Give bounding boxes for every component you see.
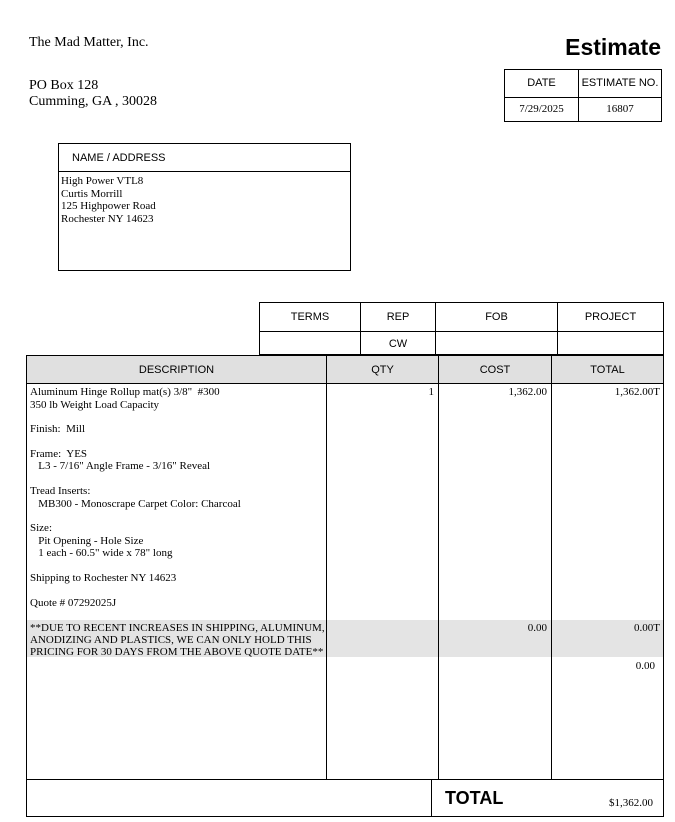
estimate-no-value: 16807 (606, 103, 634, 115)
row2-total: 0.00T (634, 622, 660, 634)
bill-to-line: Curtis Morrill (61, 187, 123, 200)
description-line: L3 - 7/16" Angle Frame - 3/16" Reveal (30, 460, 211, 472)
description-line: 1 each - 60.5" wide x 78" long (30, 547, 173, 559)
company-address (29, 78, 157, 110)
line-items-header (27, 356, 663, 384)
terms-table (259, 302, 664, 355)
document-title: Estimate (565, 34, 661, 60)
description-line: Frame: YES (30, 448, 88, 460)
total-value: $1,362.00 (609, 797, 653, 809)
description-line: MB300 - Monoscrape Carpet Color: Charcoal (30, 498, 241, 510)
bill-to-header: NAME / ADDRESS (59, 144, 350, 172)
company-address-line: PO Box 128 (29, 78, 99, 93)
fob-value (436, 331, 557, 355)
bill-to-line: Rochester NY 14623 (61, 212, 154, 225)
estimate-meta-table (504, 69, 662, 122)
cost-header: COST (479, 364, 511, 376)
column-divider (431, 780, 432, 816)
description-line: Pit Opening - Hole Size (30, 535, 144, 547)
bill-to-line: 125 Highpower Road (61, 200, 156, 212)
row3-total: 0.00 (635, 660, 655, 672)
project-value (558, 331, 663, 355)
description-line: Tread Inserts: (30, 485, 91, 497)
description-line: Size: (30, 522, 52, 534)
total-header: TOTAL (590, 364, 625, 376)
company-name: The Mad Matter, Inc. (29, 35, 149, 50)
terms-value (260, 331, 360, 355)
estimate-no-header: ESTIMATE NO. (581, 77, 659, 89)
description-line: Aluminum Hinge Rollup mat(s) 3/8" #300 (30, 386, 220, 398)
rep-value: CW (388, 338, 408, 350)
rep-header: REP (386, 311, 410, 323)
description-line: 350 lb Weight Load Capacity (30, 399, 160, 411)
bill-to-box (58, 143, 351, 271)
row2-cost: 0.00 (527, 622, 547, 634)
column-divider (551, 356, 552, 779)
description-line: Finish: Mill (30, 423, 86, 435)
line-items-table (26, 355, 664, 780)
company-address-line: Cumming, GA , 30028 (29, 94, 157, 109)
row1-cost: 1,362.00 (508, 386, 547, 398)
description-line: Quote # 07292025J (30, 597, 117, 609)
total-box (26, 780, 664, 817)
description-line: ANODIZING AND PLASTICS, WE CAN ONLY HOLD THIS (30, 634, 312, 646)
fob-header: FOB (485, 311, 508, 323)
column-divider (438, 356, 439, 779)
total-label: TOTAL (445, 788, 504, 808)
date-header: DATE (527, 77, 556, 89)
description-line: Shipping to Rochester NY 14623 (30, 572, 177, 584)
description-header: DESCRIPTION (138, 364, 215, 376)
description-line: **DUE TO RECENT INCREASES IN SHIPPING, ALUMINUM, (30, 622, 325, 634)
terms-header: TERMS (290, 311, 330, 323)
column-divider (326, 356, 327, 779)
row1-qty: 1 (428, 386, 434, 398)
date-value: 7/29/2025 (519, 103, 564, 115)
bill-to-lines (59, 172, 350, 225)
project-header: PROJECT (584, 311, 637, 323)
description-line: PRICING FOR 30 DAYS FROM THE ABOVE QUOTE DATE** (30, 646, 324, 658)
bill-to-line: High Power VTL8 (61, 175, 144, 187)
qty-header: QTY (371, 364, 394, 376)
row1-total: 1,362.00T (614, 386, 660, 398)
